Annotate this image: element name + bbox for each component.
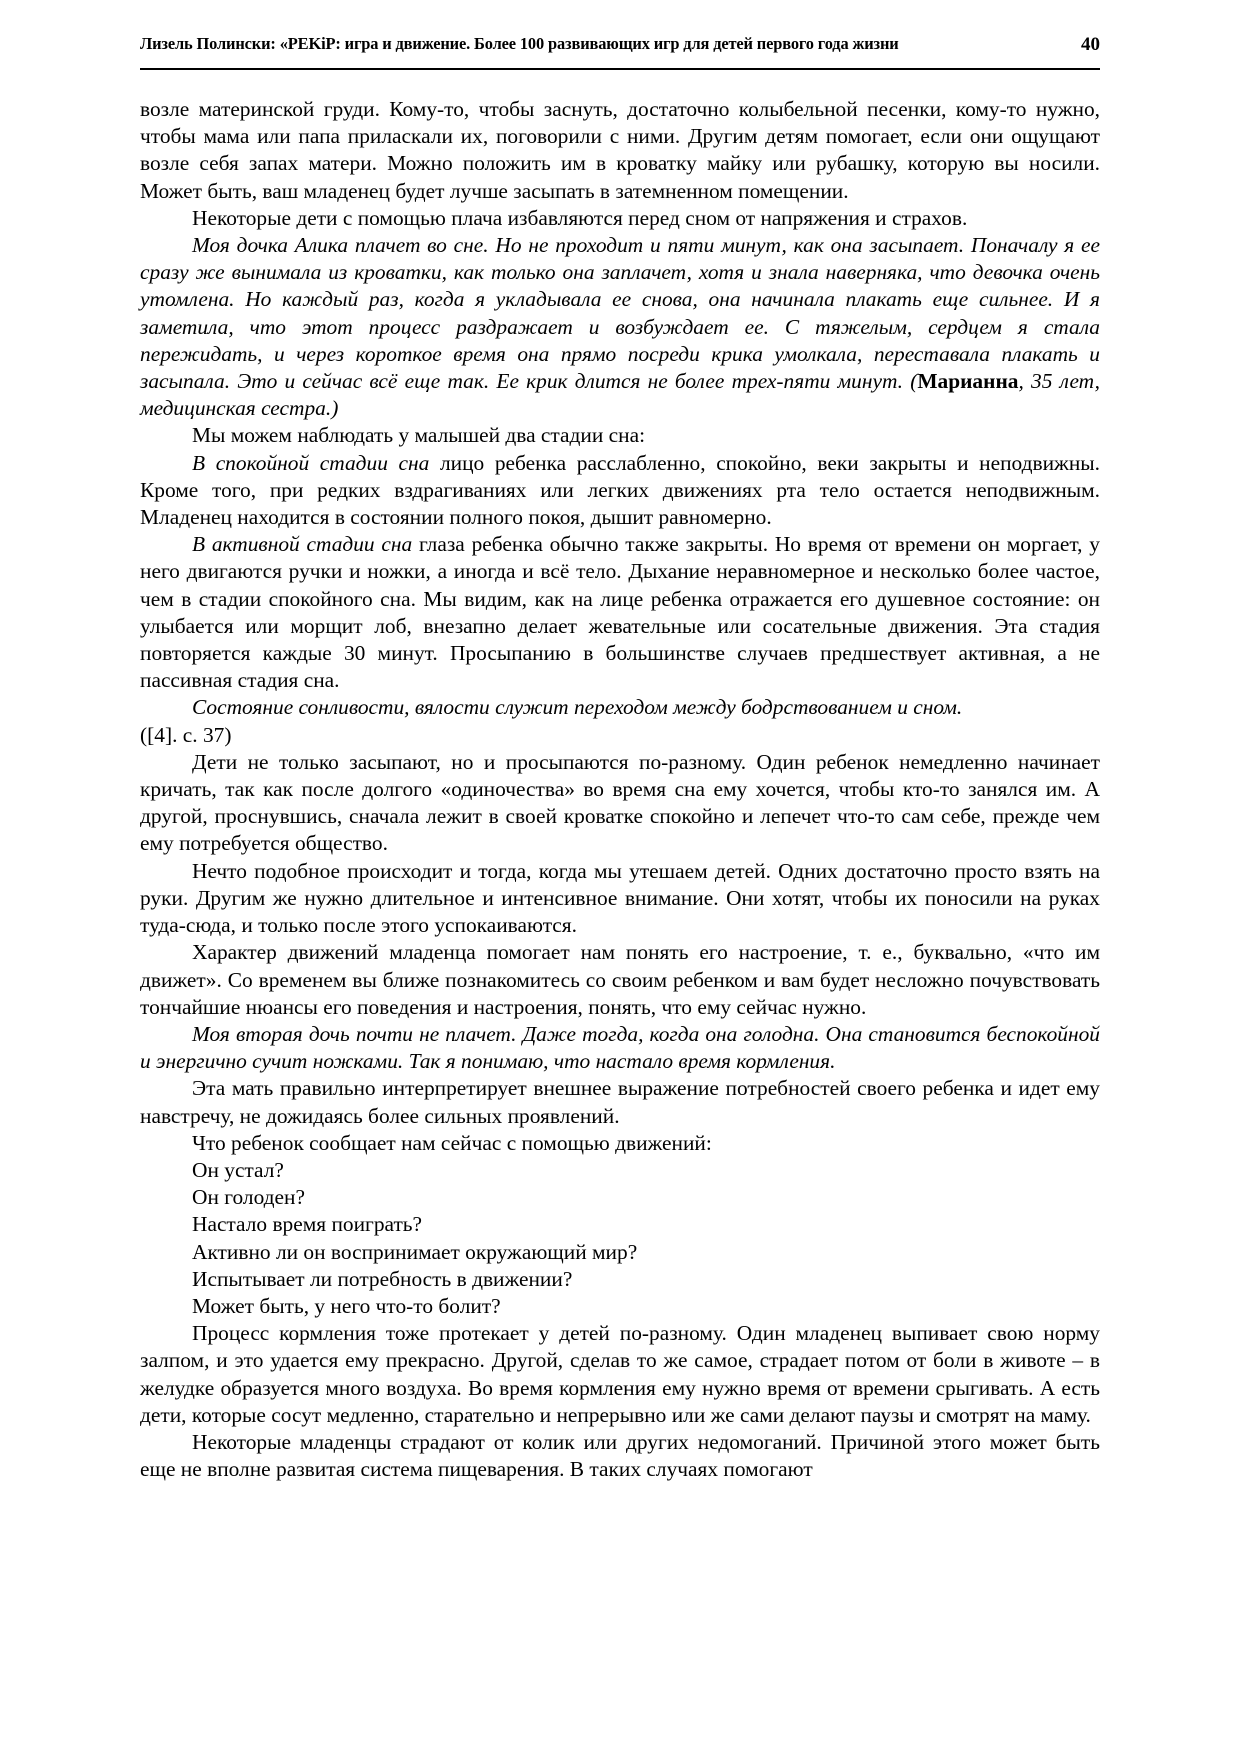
testimonial-author: Марианна (917, 369, 1019, 394)
running-header-inner (140, 34, 1100, 60)
testimonial-text: Моя дочка Алика плачет во сне. Но не проходит и пяти минут, как она засыпает. Поначалу я ее сразу же вынимала из кроватки, как только она заплачет, хотя и знала наверняка, что девочка очень утомлена. Но каждый раз, когда я укладывала ее снова, она начинала плакать еще сильнее. И я заметила, что этот процесс раздражает и возбуждает ее. С тяжелым, сердцем я стала пережидать, и через короткое время она прямо посреди крика умолкала, переставала плакать и засыпала. Это и сейчас всё еще так. Ее крик длится не более трех-пяти минут. ( (140, 233, 1100, 394)
list-item: Испытывает ли потребность в движении? (192, 1266, 573, 1291)
paragraph-drowsiness-state (140, 694, 1100, 721)
quiet-stage-lead: В спокойной стадии сна (192, 450, 430, 475)
paragraph-movement-character: Характер движений младенца помогает нам понять его настроение, т. е., буквально, «что им движет». Со временем вы ближе познакомитесь со своим ребенком и вам будет несложно почувствовать тончайшие нюансы его поведения и настроения, понять, что ему сейчас нужно. (140, 940, 1100, 1019)
active-stage-lead: В активной стадии сна (192, 532, 413, 557)
testimonial-second-daughter-text: Моя вторая дочь почти не плачет. Даже тогда, когда она голодна. Она становится беспокойной и энергично сучит ножками. Так я понимаю, что настало время кормления. (140, 1021, 1100, 1074)
paragraph-comforting-children: Нечто подобное происходит и тогда, когда мы утешаем детей. Одних достаточно просто взять на руки. Другим же нужно длительное и интенсивное внимание. Они хотят, чтобы их поносили на руках туда-сюда, и только после этого успокаиваются. (140, 858, 1100, 938)
paragraph-continuation: возле материнской груди. Кому-то, чтобы заснуть, достаточно колыбельной песенки, кому-то нужно, чтобы мама или папа приласкали их, поговорили с ними. Другим детям помогает, если они ощущают возле себя запах матери. Можно положить им в кроватку майку или рубашку, которую вы носили. Может быть, ваш младенец будет лучше засыпать в затемненном помещении. (140, 97, 1100, 203)
quiet-stage-body: лицо ребенка расслабленно, спокойно, веки закрыты и неподвижны. Кроме того, при редких вздрагиваниях или легких движениях рта тело остается неподвижным. Младенец находится в состоянии полного покоя, дышит равномерно. (140, 450, 1100, 530)
document-body (140, 96, 1100, 1483)
testimonial-second-daughter (140, 1021, 1100, 1075)
paragraph-active-sleep-stage (140, 531, 1100, 694)
drowsiness-text: Состояние сонливости, вялости служит переходом между бодрствованием и сном. (192, 695, 963, 720)
list-item: Может быть, у него что-то болит? (192, 1293, 501, 1318)
page-number: 40 (1081, 34, 1100, 55)
list-item: Он устал? (192, 1157, 284, 1182)
paragraph-crying-before-sleep: Некоторые дети с помощью плача избавляются перед сном от напряжения и страхов. (192, 205, 968, 230)
question-list-lead-in: Что ребенок сообщает нам сейчас с помощью движений: (192, 1130, 712, 1155)
active-stage-body: глаза ребенка обычно также закрыты. Но время от времени он моргает, у него двигаются ручки и ножки, а иногда и всё тело. Дыхание неравномерное и несколько более частое, чем в стадии спокойного сна. Мы видим, как на лице ребенка отражается его душевное состояние: он улыбается или морщит лоб, внезапно делает жевательные или сосательные движения. Эта стадия повторяется каждые 30 минут. Просыпанию в большинстве случаев предшествует активная, а не пассивная стадия сна. (140, 532, 1100, 693)
list-item: Активно ли он воспринимает окружающий мир? (192, 1239, 638, 1264)
paragraph-mother-interprets: Эта мать правильно интерпретирует внешнее выражение потребностей своего ребенка и идет ему навстречу, не дожидаясь более сильных проявлений. (140, 1076, 1100, 1128)
list-item: Он голоден? (192, 1185, 305, 1210)
paragraph-feeding-process: Процесс кормления тоже протекает у детей по-разному. Один младенец выпивает свою норму залпом, и это удается ему прекрасно. Другой, сделав то же самое, страдает потом от боли в животе – в желудке образуется много воздуха. Во время кормления ему нужно время от времени срыгивать. А есть дети, которые сосут медленно, старательно и непрерывно или же сами делают паузы и смотрят на маму. (140, 1321, 1100, 1427)
question-list (140, 1157, 1100, 1320)
paragraph-two-sleep-stages: Мы можем наблюдать у малышей два стадии сна: (192, 423, 646, 448)
paragraph-colic: Некоторые младенцы страдают от колик или других недомоганий. Причиной этого может быть еще не вполне развитая система пищеварения. В таких случаях помогают (140, 1429, 1100, 1482)
list-item: Настало время поиграть? (192, 1212, 423, 1237)
testimonial-author-details: , 35 лет, медицинская сестра.) (140, 369, 1100, 421)
paragraph-quiet-sleep-stage (140, 450, 1100, 532)
running-header-title: Лизель Полински: «PEKiP: игра и движение. Более 100 развивающих игр для детей первого года жизни (140, 34, 899, 53)
running-header (140, 34, 1100, 70)
testimonial-marianna (140, 232, 1100, 422)
paragraph-waking-differences: Дети не только засыпают, но и просыпаются по-разному. Один ребенок немедленно начинает кричать, так как после долгого «одиночества» во время сна ему хочется, чтобы кто-то занялся им. А другой, проснувшись, сначала лежит в своей кроватке спокойно и лепечет что-то сам себе, прежде чем ему потребуется общество. (140, 749, 1100, 856)
source-citation: ([4]. с. 37) (140, 722, 232, 747)
